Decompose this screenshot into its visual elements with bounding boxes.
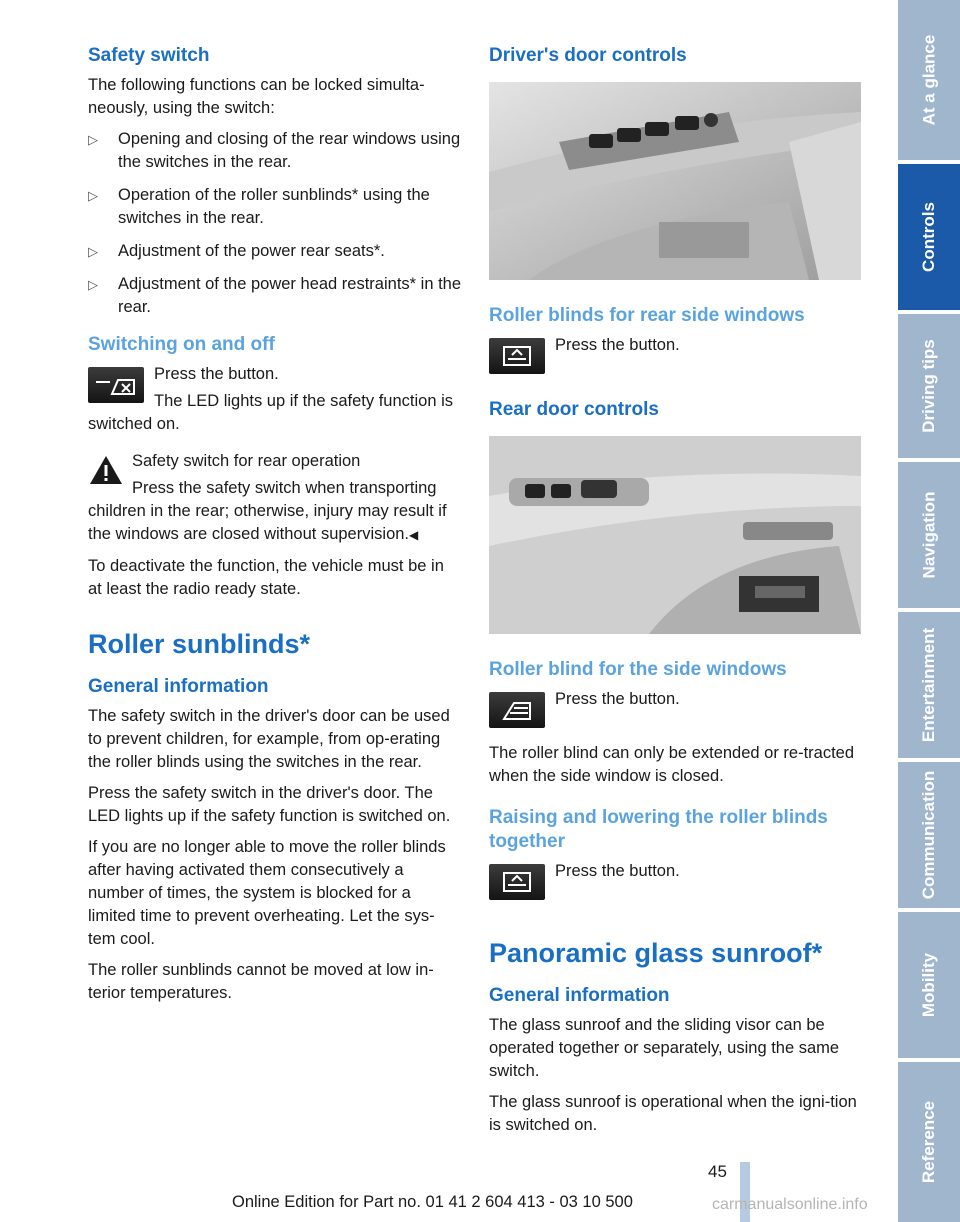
roller-blind-together-button-icon [489, 864, 545, 900]
safety-switch-intro: The following functions can be locked simulta-neously, using the switch: [88, 76, 425, 117]
end-mark-icon: ◀ [409, 528, 419, 542]
side-windows-button-row [489, 688, 861, 734]
tab-navigation[interactable]: Navigation [898, 462, 960, 608]
triangle-bullet-icon: ▷ [88, 132, 98, 147]
led-text: The LED lights up if the safety function is switched on. [88, 392, 453, 433]
safety-button-row [88, 363, 462, 436]
footer-text: Online Edition for Part no. 01 41 2 604 413 - 03 10 500 [232, 1193, 633, 1211]
left-column [88, 44, 462, 1013]
paragraph: The safety switch in the driver's door can be used to prevent children, for example, from op-erating the roller blinds using the switches in the rear. [88, 707, 450, 771]
press-button-text: Press the button. [555, 862, 680, 880]
heading-general-information: General information [88, 676, 269, 697]
heading-rear-door: Rear door controls [489, 399, 659, 420]
tab-mobility[interactable]: Mobility [898, 912, 960, 1058]
paragraph: The glass sunroof and the sliding visor can be operated together or separately, using the same switch. [489, 1016, 840, 1080]
press-button-text: Press the button. [154, 365, 279, 383]
warning-text: Press the safety switch when transporting children in the rear; otherwise, injury may result if the windows are closed without supervision.◀ [88, 479, 447, 543]
warning-triangle-icon [88, 454, 124, 486]
page-number: 45 [708, 1162, 727, 1181]
list-item: ▷ Operation of the roller sunblinds* using the switches in the rear. [88, 186, 430, 227]
heading-side-windows: Roller blind for the side windows [489, 659, 787, 680]
rear-door-photo [489, 436, 861, 634]
paragraph: Press the safety switch in the driver's door. The LED lights up if the safety function is switched on. [88, 784, 451, 825]
drivers-door-photo [489, 82, 861, 280]
paragraph: If you are no longer able to move the roller blinds after having activated them consecutively a number of times, the system is blocked for a limited time to prevent overheating. Let the sys-tem cool. [88, 838, 446, 948]
triangle-bullet-icon: ▷ [88, 188, 98, 203]
watermark: carmanualsonline.info [712, 1196, 868, 1213]
safety-lock-button-icon [88, 367, 144, 403]
press-button-text: Press the button. [555, 336, 680, 354]
heading-raising-lowering: Raising and lowering the roller blinds together [489, 807, 828, 852]
triangle-bullet-icon: ▷ [88, 244, 98, 259]
rear-side-button-row [489, 334, 861, 380]
list-item: ▷ Adjustment of the power rear seats*. [88, 240, 462, 263]
paragraph: The glass sunroof is operational when the igni-tion is switched on. [489, 1093, 857, 1134]
tab-reference[interactable]: Reference [898, 1062, 960, 1222]
heading-general-information: General information [489, 985, 670, 1006]
raising-button-row [489, 860, 861, 906]
right-column [489, 44, 861, 1145]
side-windows-text: The roller blind can only be extended or re-tracted when the side window is closed. [489, 744, 855, 785]
roller-blind-side-button-icon [489, 692, 545, 728]
chapter-sidebar [898, 0, 960, 1222]
tab-entertainment[interactable]: Entertainment [898, 612, 960, 758]
warning-title: Safety switch for rear operation [132, 452, 361, 470]
list-item: ▷ Opening and closing of the rear windows using the switches in the rear. [88, 130, 461, 171]
list-item: ▷ Adjustment of the power head restraints* in the rear. [88, 275, 462, 316]
roller-blind-rear-button-icon [489, 338, 545, 374]
tab-driving-tips[interactable]: Driving tips [898, 314, 960, 458]
paragraph: The roller sunblinds cannot be moved at low in-terior temperatures. [88, 961, 434, 1002]
warning-block [88, 450, 462, 547]
tab-at-a-glance[interactable]: At a glance [898, 0, 960, 160]
heading-roller-sunblinds: Roller sunblinds* [88, 629, 311, 659]
triangle-bullet-icon: ▷ [88, 277, 98, 292]
heading-rear-side-windows: Roller blinds for rear side windows [489, 305, 805, 326]
heading-panoramic-sunroof: Panoramic glass sunroof* [489, 938, 823, 968]
heading-safety-switch: Safety switch [88, 45, 210, 66]
deactivate-text: To deactivate the function, the vehicle must be in at least the radio ready state. [88, 557, 444, 598]
safety-switch-list [88, 128, 462, 319]
tab-controls[interactable]: Controls [898, 164, 960, 310]
press-button-text: Press the button. [555, 690, 680, 708]
heading-switching-on-off: Switching on and off [88, 334, 275, 355]
tab-communication[interactable]: Communication [898, 762, 960, 908]
heading-drivers-door: Driver's door controls [489, 45, 687, 66]
